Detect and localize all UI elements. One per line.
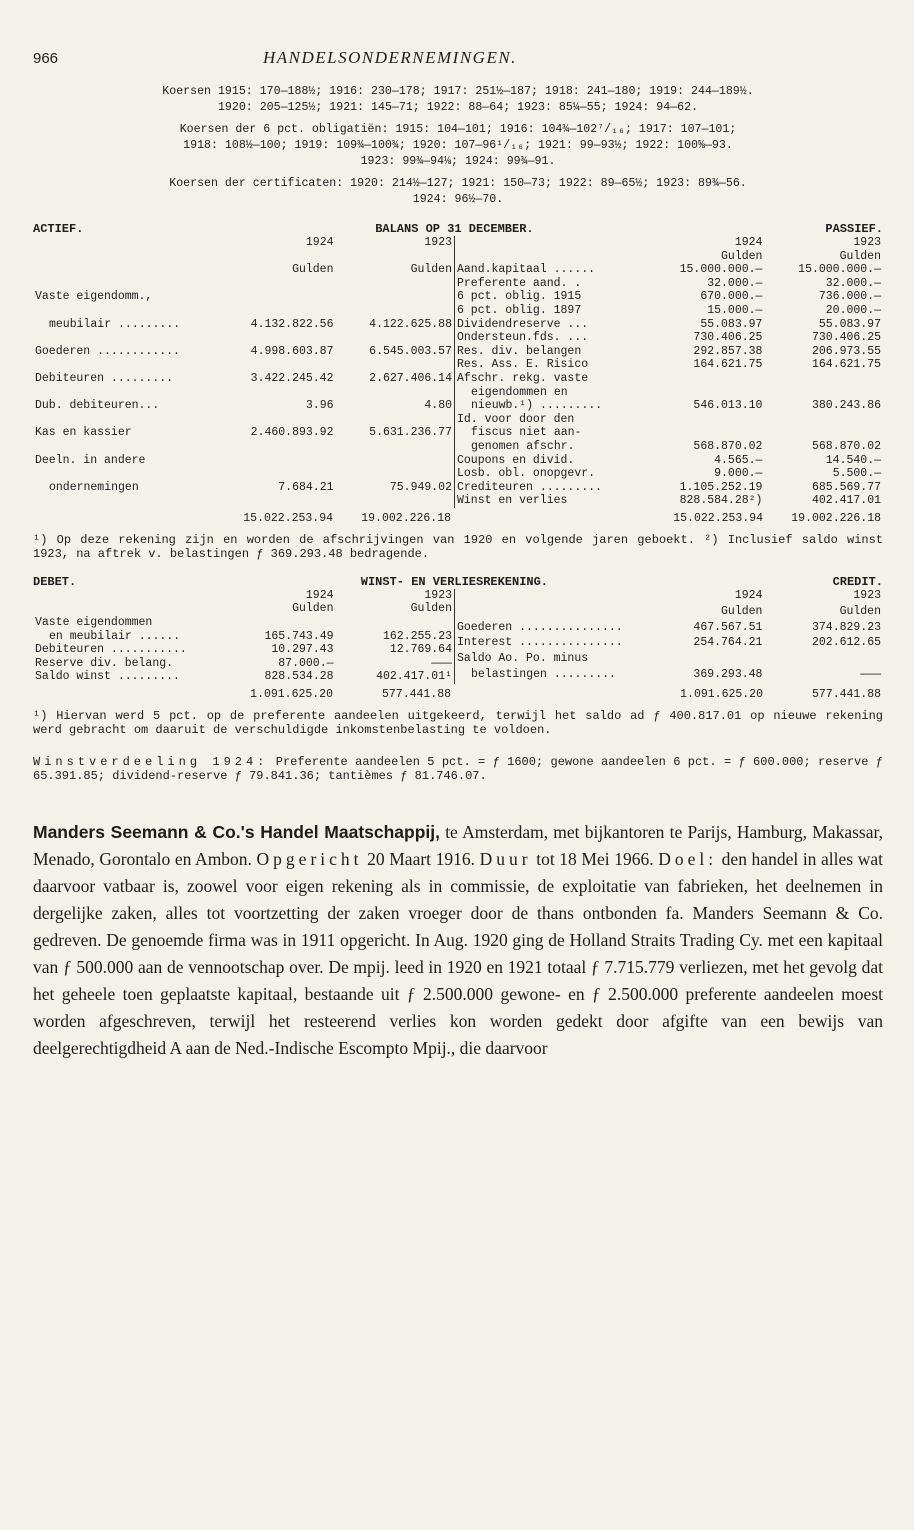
total-value: 15.022.253.94: [243, 511, 333, 525]
table-row: [33, 426, 455, 453]
koersen-line: 1918: 108½—100; 1919: 109¾—100¾; 1920: 107—96¹/₁₆; 1921: 99—93½; 1922: 100⅝—93.: [183, 139, 733, 152]
table-row: [33, 290, 455, 317]
year-header: 1924: [305, 236, 334, 249]
balans-totals: [33, 512, 883, 525]
company-text: te Amsterdam, met bijkantoren te Parijs, Hamburg, Makassar, Menado, Gorontalo en Ambon.: [33, 822, 883, 870]
unit-header: Gulden: [410, 263, 452, 277]
table-row: [455, 494, 883, 508]
row-label: Kas en kassier: [35, 426, 132, 440]
koersen-aandeelen: [33, 84, 883, 116]
value-cell: [764, 372, 883, 386]
value-cell: 2.460.893.92: [250, 426, 334, 440]
value-cell: 380.243.86: [811, 399, 881, 413]
table-row: [455, 413, 883, 427]
table-row: [455, 318, 883, 332]
value-cell: 4.132.822.56: [250, 317, 334, 331]
passief-table: [455, 236, 883, 508]
value-cell: 546.013.10: [693, 399, 763, 413]
row-label: Losb. obl. onopgevr.: [457, 467, 596, 481]
value-cell: 1.105.252.19: [679, 480, 763, 494]
value-cell: 369.293.48: [693, 668, 763, 682]
row-label: Afschr. rekg. vaste: [457, 371, 589, 385]
row-label: Saldo Ao. Po. minus: [457, 652, 589, 666]
koersen-line: Koersen der 6 pct. obligatiën: 1915: 104—101; 1916: 104¾—102⁷/₁₆; 1917: 107—101;: [179, 123, 737, 136]
table-row: [33, 643, 455, 657]
row-label: Id. voor door den: [457, 412, 575, 426]
winstverdeeling-label: Winstverdeeling 1924:: [33, 755, 269, 770]
row-label: Winst en verlies: [457, 494, 568, 508]
value-cell: 3.422.245.42: [250, 371, 334, 385]
value-cell: 164.621.75: [693, 358, 763, 372]
row-label: Dividendreserve ...: [457, 317, 589, 331]
row-label: Preferente aand. .: [457, 276, 582, 290]
table-row: [455, 263, 883, 277]
value-cell: [212, 290, 335, 317]
value-cell: [764, 426, 883, 440]
value-cell: [646, 386, 765, 400]
value-cell: [212, 454, 335, 481]
balans-table: [33, 236, 883, 508]
row-label: Res. Ass. E. Risico: [457, 358, 589, 372]
value-cell: [646, 372, 765, 386]
table-row: [33, 670, 455, 684]
table-row: [455, 358, 883, 372]
value-cell: 4.80: [424, 399, 452, 413]
row-label: 6 pct. oblig. 1915: [457, 290, 582, 304]
winst-totals: [33, 688, 883, 701]
table-row: [455, 345, 883, 359]
table-row: [33, 372, 455, 399]
value-cell: [646, 426, 765, 440]
debet-label: DEBET.: [33, 574, 77, 589]
company-name: Manders Seemann & Co.'s Handel Maatschappij,: [33, 822, 440, 843]
year-header: 1924: [305, 588, 334, 602]
credit-table: [455, 589, 883, 684]
value-cell: 12.769.64: [389, 643, 452, 657]
value-cell: 2.627.406.14: [369, 371, 452, 385]
total-value: 19.002.226.18: [361, 511, 451, 525]
value-cell: 670.000.—: [700, 290, 763, 304]
value-cell: 568.870.02: [811, 439, 881, 453]
row-label: Dub. debiteuren...: [35, 399, 160, 413]
table-row: [455, 652, 883, 668]
page-header: [33, 48, 883, 68]
table-row: [455, 454, 883, 468]
row-label: Interest ...............: [457, 636, 623, 650]
table-row: [455, 372, 883, 386]
koersen-line: 1920: 205—125½; 1921: 145—71; 1922: 88—64; 1923: 85¼—55; 1924: 94—62.: [217, 101, 699, 114]
koersen-obligaties: [33, 122, 883, 170]
row-label: Coupons en divid.: [457, 453, 575, 467]
company-text: tot 18 Mei 1966.: [531, 849, 659, 870]
value-cell: 206.973.55: [811, 344, 881, 358]
row-label: ondernemingen: [49, 480, 139, 494]
value-cell: 374.829.23: [811, 620, 881, 634]
value-cell: 162.255.23: [382, 629, 452, 643]
table-row: [455, 440, 883, 454]
unit-header: Gulden: [839, 249, 881, 263]
balans-footnote: ¹) Op deze rekening zijn en worden de afschrijvingen van 1920 en volgende jaren geboekt. ²) Inclusief saldo winst 1923, na aftrek v. belastingen ƒ 369.293.48 bedragende.: [33, 532, 883, 561]
total-value: 577.441.88: [381, 688, 451, 702]
row-label: Vaste eigendomm.,: [35, 290, 153, 304]
value-cell: 5.631.236.77: [369, 426, 452, 440]
value-cell: 32.000.—: [707, 276, 763, 290]
table-row: [455, 621, 883, 637]
table-row: [455, 331, 883, 345]
value-cell: [764, 413, 883, 427]
row-label: Aand.kapitaal ......: [457, 263, 596, 277]
opgericht-label: Opgericht: [256, 849, 363, 870]
value-cell: 4.122.625.88: [369, 317, 452, 331]
actief-table: [33, 236, 455, 508]
value-cell: 4.998.603.87: [250, 344, 334, 358]
winst-table: [33, 589, 883, 684]
unit-header: Gulden: [721, 604, 763, 618]
value-cell: 568.870.02: [693, 439, 763, 453]
table-row: [455, 290, 883, 304]
debet-table: [33, 589, 455, 684]
value-cell: 7.684.21: [278, 480, 334, 494]
value-cell: 164.621.75: [811, 358, 881, 372]
table-row: [33, 399, 455, 426]
winst-footnote: ¹) Hiervan werd 5 pct. op de preferente aandeelen uitgekeerd, terwijl het saldo ad ƒ 400.817.01 op nieuwe rekening werd gebracht om daaruit de verschuldigde inkomstenbelasting te voldoen.: [33, 709, 883, 738]
value-cell: 20.000.—: [825, 303, 881, 317]
value-cell: [646, 652, 765, 668]
company-entry: [33, 819, 883, 1062]
unit-header: Gulden: [839, 604, 881, 618]
balans-heading: [33, 222, 883, 236]
value-cell: 402.417.01: [811, 494, 881, 508]
row-label: Reserve div. belang.: [35, 656, 174, 670]
value-cell: 4.565.—: [714, 453, 763, 467]
year-header: 1923: [424, 236, 452, 249]
row-label: meubilair .........: [49, 317, 181, 331]
row-label: fiscus niet aan-: [471, 426, 582, 440]
unit-header: Gulden: [292, 602, 334, 616]
table-row: [33, 481, 455, 508]
row-label: en meubilair ......: [49, 629, 181, 643]
value-cell: 254.764.21: [693, 636, 763, 650]
unit-header: Gulden: [721, 249, 763, 263]
row-label: Deeln. in andere: [35, 453, 146, 467]
year-header: 1923: [853, 236, 881, 249]
unit-header: Gulden: [410, 602, 452, 616]
table-row: [455, 277, 883, 291]
total-value: 15.022.253.94: [673, 511, 763, 525]
company-text: den handel in alles wat daarvoor vatbaar is, zoowel voor eigen rekening als in commissie, de exploitatie van fabrieken, het deelnemen in dergelijke zaken, alles tot voortzetting der zaken vroeger door de thans ontbonden fa. Manders Seemann & Co. gedreven. De genoemde firma was in 1911 opgericht. In Aug. 1920 ging de Holland Straits Trading Cy. met een kapitaal van ƒ 500.000 aan de vennootschap over. De mpij. leed in 1920 en 1921 totaal ƒ 7.715.779 verliezen, met het gevolg dat het geheele toen geplaatste kapitaal, bestaande uit ƒ 2.500.000 gewone- en ƒ 2.500.000 preferente aandeelen moest worden afgeschreven, terwijl het resteerend verlies kon worden gedekt door afgifte van een bewijs van deelgerechtigdheid A aan de Ned.-Indische Escompto Mpij., die daarvoor: [33, 849, 883, 1059]
table-row: [455, 304, 883, 318]
company-text: 20 Maart 1916.: [362, 849, 480, 870]
table-row: [455, 668, 883, 684]
year-header: 1924: [734, 588, 763, 602]
row-label: Crediteuren .........: [457, 480, 602, 494]
koersen-line: 1923: 99¾—94⅛; 1924: 99¾—91.: [360, 155, 556, 168]
value-cell: ———: [431, 656, 452, 670]
koersen-certificaten: [33, 176, 883, 208]
value-cell: 828.584.28²): [679, 494, 763, 508]
row-label: Saldo winst .........: [35, 670, 180, 684]
year-header: 1923: [853, 588, 881, 602]
total-value: 577.441.88: [811, 688, 881, 702]
total-value: 19.002.226.18: [791, 511, 881, 525]
value-cell: [764, 652, 883, 668]
value-cell: 736.000.—: [818, 290, 881, 304]
winst-heading: [33, 575, 883, 589]
row-label: belastingen .........: [471, 668, 616, 682]
year-header: 1923: [424, 588, 452, 602]
value-cell: 3.96: [305, 399, 334, 413]
value-cell: 15.000.—: [707, 303, 763, 317]
document-page: [33, 48, 883, 1062]
total-value: 1.091.625.20: [680, 688, 763, 702]
value-cell: [336, 616, 455, 630]
row-label: eigendommen en: [471, 385, 568, 399]
winst-title: WINST- EN VERLIESREKENING.: [360, 574, 549, 589]
table-row: [33, 318, 455, 345]
row-label: 6 pct. oblig. 1897: [457, 303, 582, 317]
row-label: Goederen ............: [35, 344, 180, 358]
value-cell: 87.000.—: [278, 656, 334, 670]
value-cell: [336, 290, 455, 317]
value-cell: 10.297.43: [271, 643, 334, 657]
winstverdeeling-text: Preferente aandeelen 5 pct. = ƒ 1600; gewone aandeelen 6 pct. = ƒ 600.000; reserve ƒ 65.391.85; dividend-reserve ƒ 79.841.36; tantièmes ƒ 81.746.07.: [33, 755, 883, 784]
row-label: Vaste eigendommen: [35, 616, 153, 630]
table-row: [455, 426, 883, 440]
table-row: [455, 636, 883, 652]
table-row: [33, 616, 455, 630]
table-row: [33, 657, 455, 671]
value-cell: 55.083.97: [818, 317, 881, 331]
table-row: [33, 454, 455, 481]
actief-label: ACTIEF.: [33, 222, 84, 236]
row-label: Ondersteun.fds. ...: [457, 331, 589, 345]
doel-label: Doel:: [658, 849, 718, 870]
value-cell: [646, 413, 765, 427]
value-cell: 75.949.02: [389, 480, 452, 494]
koersen-line: Koersen 1915: 170—188½; 1916: 230—178; 1917: 251½—187; 1918: 241—180; 1919: 244—189½.: [162, 85, 754, 98]
value-cell: 15.000.000.—: [798, 263, 881, 277]
koersen-line: Koersen der certificaten: 1920: 214½—127; 1921: 150—73; 1922: 89—65½; 1923: 89¾—56.: [169, 177, 747, 190]
value-cell: 402.417.01¹: [376, 670, 452, 684]
value-cell: 5.500.—: [832, 467, 881, 481]
value-cell: 15.000.000.—: [679, 263, 763, 277]
page-number: 966: [33, 50, 59, 67]
table-row: [455, 481, 883, 495]
passief-label: PASSIEF.: [825, 222, 883, 236]
unit-header: Gulden: [292, 263, 334, 277]
value-cell: 730.406.25: [693, 331, 763, 345]
value-cell: 32.000.—: [825, 276, 881, 290]
value-cell: 685.569.77: [811, 480, 881, 494]
row-label: nieuwb.¹) .........: [471, 399, 603, 413]
table-row: [33, 630, 455, 644]
value-cell: 730.406.25: [811, 331, 881, 345]
value-cell: 828.534.28: [264, 670, 334, 684]
value-cell: [764, 386, 883, 400]
value-cell: [336, 454, 455, 481]
table-row: [33, 345, 455, 372]
koersen-line: 1924: 96½—70.: [412, 193, 504, 206]
row-label: Debiteuren ...........: [35, 643, 187, 657]
page-title: HANDELSONDERNEMINGEN.: [263, 48, 517, 67]
value-cell: 292.857.38: [693, 344, 763, 358]
table-row: [455, 467, 883, 481]
value-cell: [212, 616, 335, 630]
value-cell: 202.612.65: [811, 636, 881, 650]
total-value: 1.091.625.20: [250, 688, 333, 702]
table-row: [455, 386, 883, 400]
value-cell: ———: [860, 668, 881, 682]
row-label: Goederen ...............: [457, 620, 623, 634]
value-cell: 14.540.—: [825, 453, 881, 467]
row-label: genomen afschr.: [471, 439, 575, 453]
value-cell: 9.000.—: [714, 467, 763, 481]
value-cell: 6.545.003.57: [369, 344, 452, 358]
value-cell: 165.743.49: [264, 629, 334, 643]
credit-label: CREDIT.: [832, 574, 883, 589]
duur-label: Duur: [479, 849, 532, 870]
balans-title: BALANS OP 31 DECEMBER.: [375, 222, 534, 236]
row-label: Debiteuren .........: [35, 371, 174, 385]
value-cell: 55.083.97: [700, 317, 763, 331]
value-cell: 467.567.51: [693, 620, 763, 634]
winstverdeeling: [33, 755, 883, 783]
table-row: [455, 399, 883, 413]
year-header: 1924: [734, 236, 763, 249]
row-label: Res. div. belangen: [457, 344, 582, 358]
